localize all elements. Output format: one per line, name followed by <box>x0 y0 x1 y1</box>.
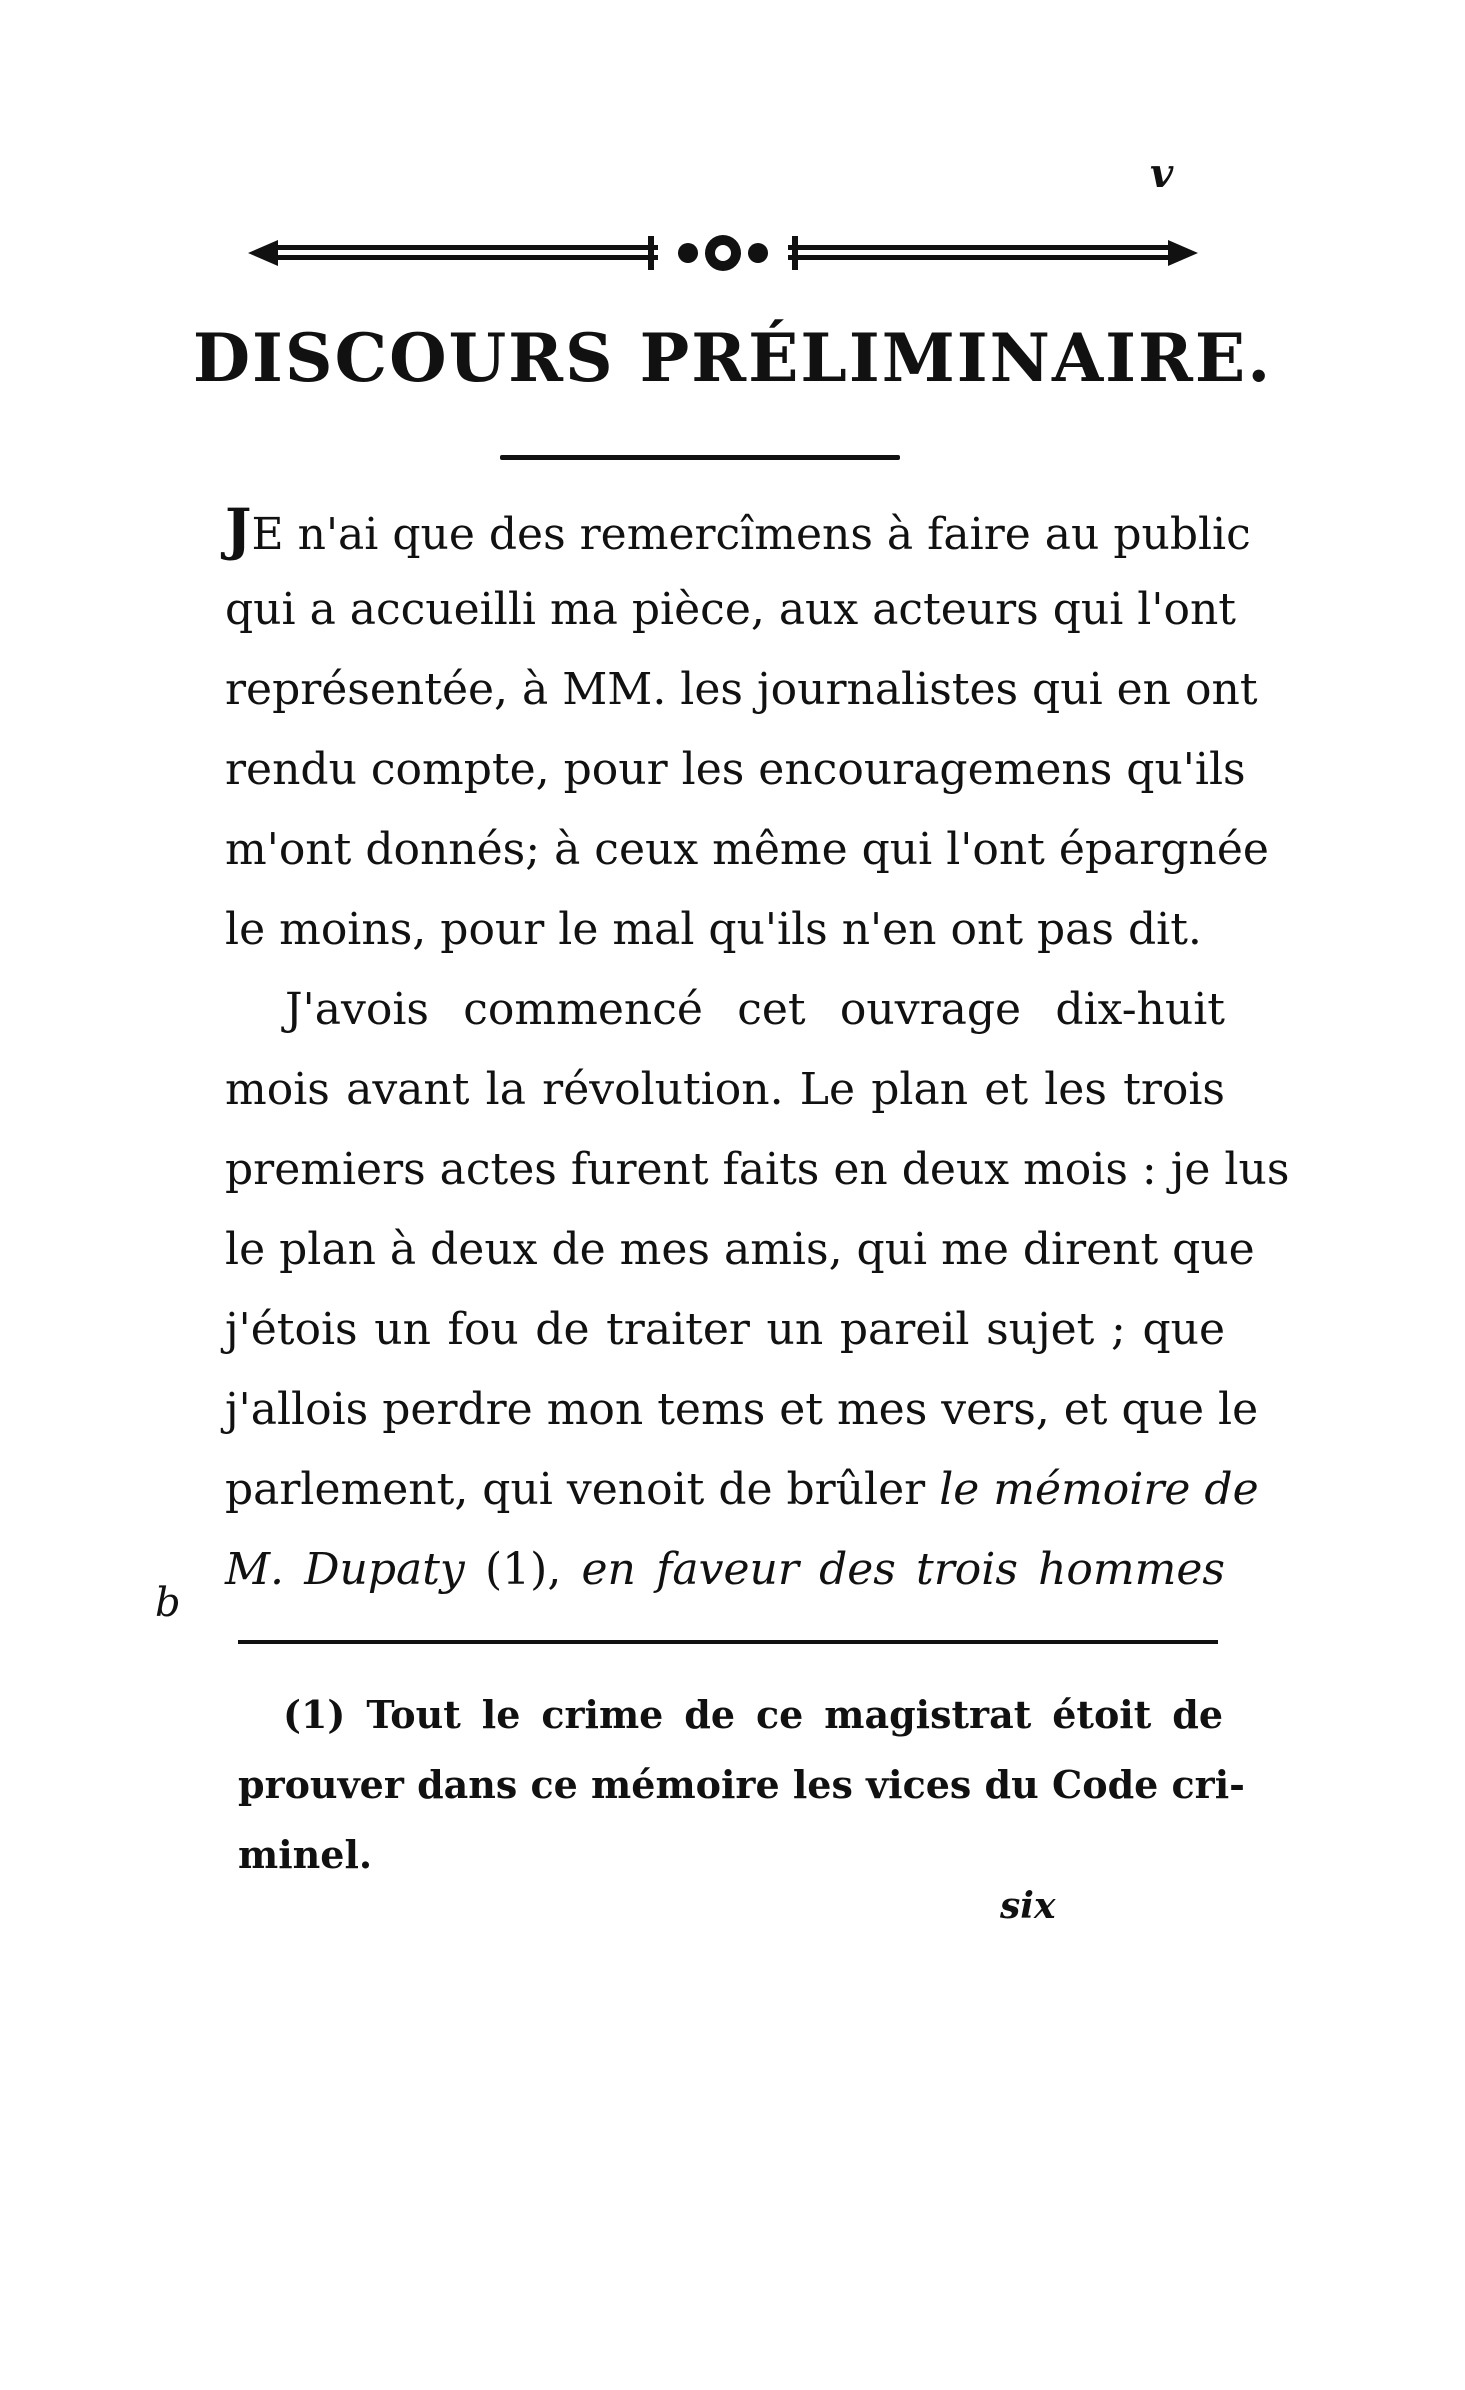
text-line-12: j'allois perdre mon tems et mes vers, et que le <box>225 1384 1259 1435</box>
text-line-2: qui a accueilli ma pièce, aux acteurs qui l'ont <box>225 584 1236 635</box>
footnotes <box>238 1680 1245 1890</box>
footnote-line-3: minel. <box>238 1832 373 1877</box>
first-line-prefix: E n'ai <box>251 509 379 560</box>
title-rule <box>500 455 900 460</box>
text-line-1 <box>225 490 1251 570</box>
page-title: DISCOURS PRÉLIMINAIRE. <box>192 319 1273 397</box>
text-line-9: premiers actes furent faits en deux mois : je lus <box>225 1144 1290 1195</box>
ornamental-header-band <box>248 228 1198 278</box>
body-text <box>225 490 1290 1610</box>
text-line-13 <box>225 1450 1259 1530</box>
footnote-rule <box>238 1640 1218 1644</box>
text-line-6: le moins, pour le mal qu'ils n'en ont pas dit. <box>225 904 1202 955</box>
first-line-rest: que des remercîmens à faire au public <box>392 509 1251 560</box>
text-line-14 <box>225 1530 1225 1610</box>
margin-mark: b <box>155 1580 181 1626</box>
line14-plain: (1), <box>485 1544 562 1595</box>
text-line-4: rendu compte, pour les encouragemens qu'ils <box>225 744 1246 795</box>
text-line-7: J'avois commencé cet ouvrage dix-huit <box>285 984 1225 1035</box>
footnote-line-1: (1) Tout le crime de ce magistrat étoit de <box>283 1692 1223 1737</box>
text-line-11: j'étois un fou de traiter un pareil sujet ; que <box>225 1304 1225 1355</box>
drop-cap: J <box>225 497 252 563</box>
page-number: v <box>1150 150 1174 197</box>
text-line-8: mois avant la révolution. Le plan et les trois <box>225 1064 1225 1115</box>
line14-italic-b: en faveur des trois hommes <box>581 1544 1225 1595</box>
footnote-line-2: prouver dans ce mémoire les vices du Code cri- <box>238 1762 1245 1807</box>
text-line-10: le plan à deux de mes amis, qui me dirent que <box>225 1224 1255 1275</box>
text-line-3: représentée, à MM. les journalistes qui en ont <box>225 664 1258 715</box>
line13-italic: le mémoire de <box>939 1464 1259 1515</box>
catchword: six <box>1000 1885 1056 1927</box>
text-line-5: m'ont donnés; à ceux même qui l'ont épargnée <box>225 824 1269 875</box>
line13-plain: parlement, qui venoit de brûler <box>225 1464 926 1515</box>
line14-italic-a: M. Dupaty <box>225 1544 465 1595</box>
